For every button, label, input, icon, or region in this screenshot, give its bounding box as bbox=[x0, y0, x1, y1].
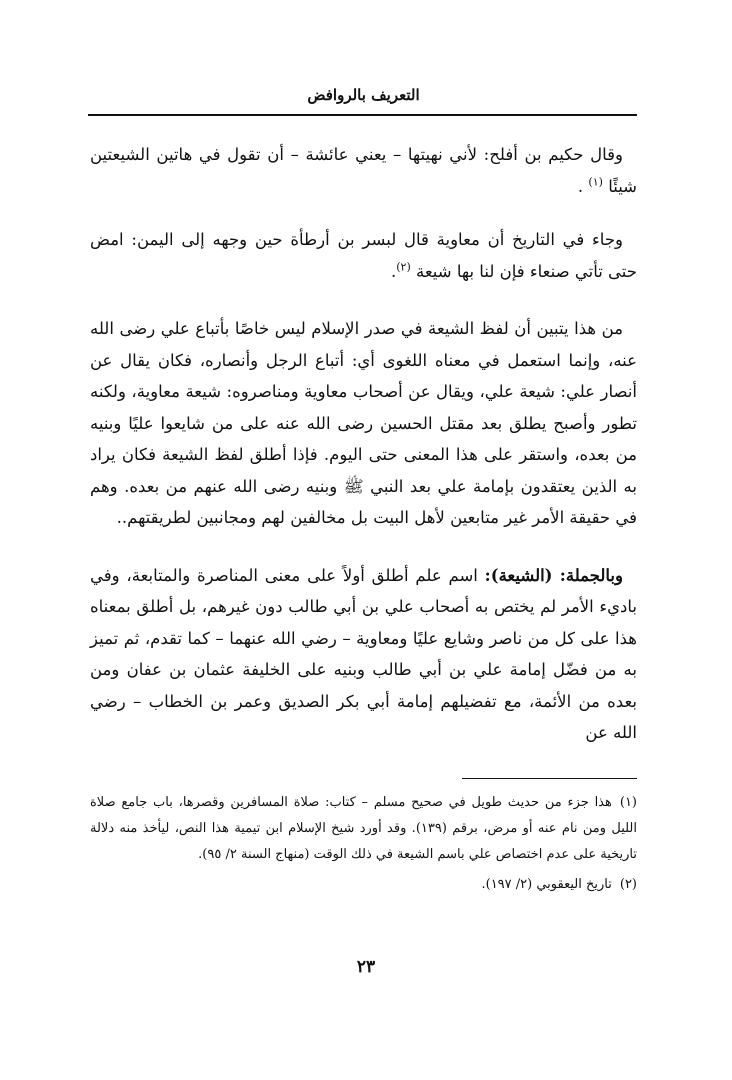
running-header-title: التعريف بالروافض bbox=[307, 86, 420, 104]
footnote-ref-1[interactable]: (١) bbox=[588, 175, 603, 188]
paragraph-3: من هذا يتبين أن لفظ الشيعة في صدر الإسلام ليس خاصًا بأتباع علي رضى الله عنه، وإنما استعمل في معناه اللغوى أي: أتباع الرجل وأنصاره، فكان يقال عن أنصار علي: شيعة علي، ويقال عن أصحاب معاوية ومناصروه: شيعة معاوية، ولكنه تطور وأصبح يطلق بعد مقتل الحسين رضى الله عنه على من شايعوا عليًا وبنيه من بعده، واستقر على هذا المعنى حتى اليوم. فإذا أطلق لفظ الشيعة فكان يراد به الذين يعتقدون بإمامة علي بعد النبي ﷺ وبنيه رضى الله عنهم من بعده. وهم في حقيقة الأمر غير متابعين لأهل البيت بل مخالفين لهم ومجانبين لطريقتهم.. bbox=[90, 319, 637, 527]
header-rule bbox=[88, 114, 637, 116]
footnote-2-text: تاريخ اليعقوبي (٢/ ١٩٧). bbox=[481, 877, 612, 892]
page-number: ٢٣ bbox=[356, 957, 376, 977]
paragraph-4-text: اسم علم أطلق أولاً على معنى المناصرة والمتابعة، وفي باديء الأمر لم يختص به أصحاب علي بن أبي طالب دون غيرهم، بل أطلق بمعناه هذا على كل من ناصر وشايع عليًا ومعاوية – رضي الله عنهما – كما تقدم، ثم تميز به من فضّل إمامة علي بن أبي طالب وبنيه على الخليفة عثمان بن عفان ومن بعده من الأئمة، مع تفضيلهم إمامة أبي بكر الصديق وعمر بن الخطاب – رضي الله عن bbox=[90, 565, 637, 742]
footnotes bbox=[90, 790, 637, 902]
paragraph-2-end: . bbox=[390, 261, 397, 281]
footnote-2 bbox=[90, 872, 637, 898]
paragraph-4 bbox=[90, 560, 637, 749]
footnote-2-number: (٢) bbox=[619, 877, 637, 892]
paragraph-1-end: . bbox=[577, 176, 584, 196]
paragraph-2 bbox=[90, 224, 637, 287]
footnote-separator bbox=[462, 778, 637, 779]
main-text bbox=[90, 139, 637, 775]
footnote-1-text: هذا جزء من حديث طويل في صحيح مسلم – كتاب: صلاة المسافرين وقصرها، باب جامع صلاة الليل ومن نام عنه أو مرض، برقم (١٣٩). وقد أورد شيخ الإسلام ابن تيمية هذا النص، ليأخذ منه دلالة تاريخية على عدم اختصاص علي باسم الشيعة في ذلك الوقت (منهاج السنة ٢/ ٩٥). bbox=[90, 795, 637, 862]
paragraph-1 bbox=[90, 139, 637, 202]
footnote-1-number: (١) bbox=[619, 795, 637, 810]
paragraph-2-text: وجاء في التاريخ أن معاوية قال لبسر بن أرطأة حين وجهه إلى اليمن: امض حتى تأتي صنعاء فإن لنا بها شيعة bbox=[90, 230, 637, 281]
paragraph-1-text: وقال حكيم بن أفلح: لأني نهيتها – يعني عائشة – أن تقول في هاتين الشيعتين شيئًا bbox=[90, 145, 637, 196]
footnote-1 bbox=[90, 790, 637, 868]
paragraph-4-lead: وبالجملة: (الشيعة): bbox=[484, 565, 623, 585]
footnote-ref-2[interactable]: (٢) bbox=[396, 260, 411, 273]
